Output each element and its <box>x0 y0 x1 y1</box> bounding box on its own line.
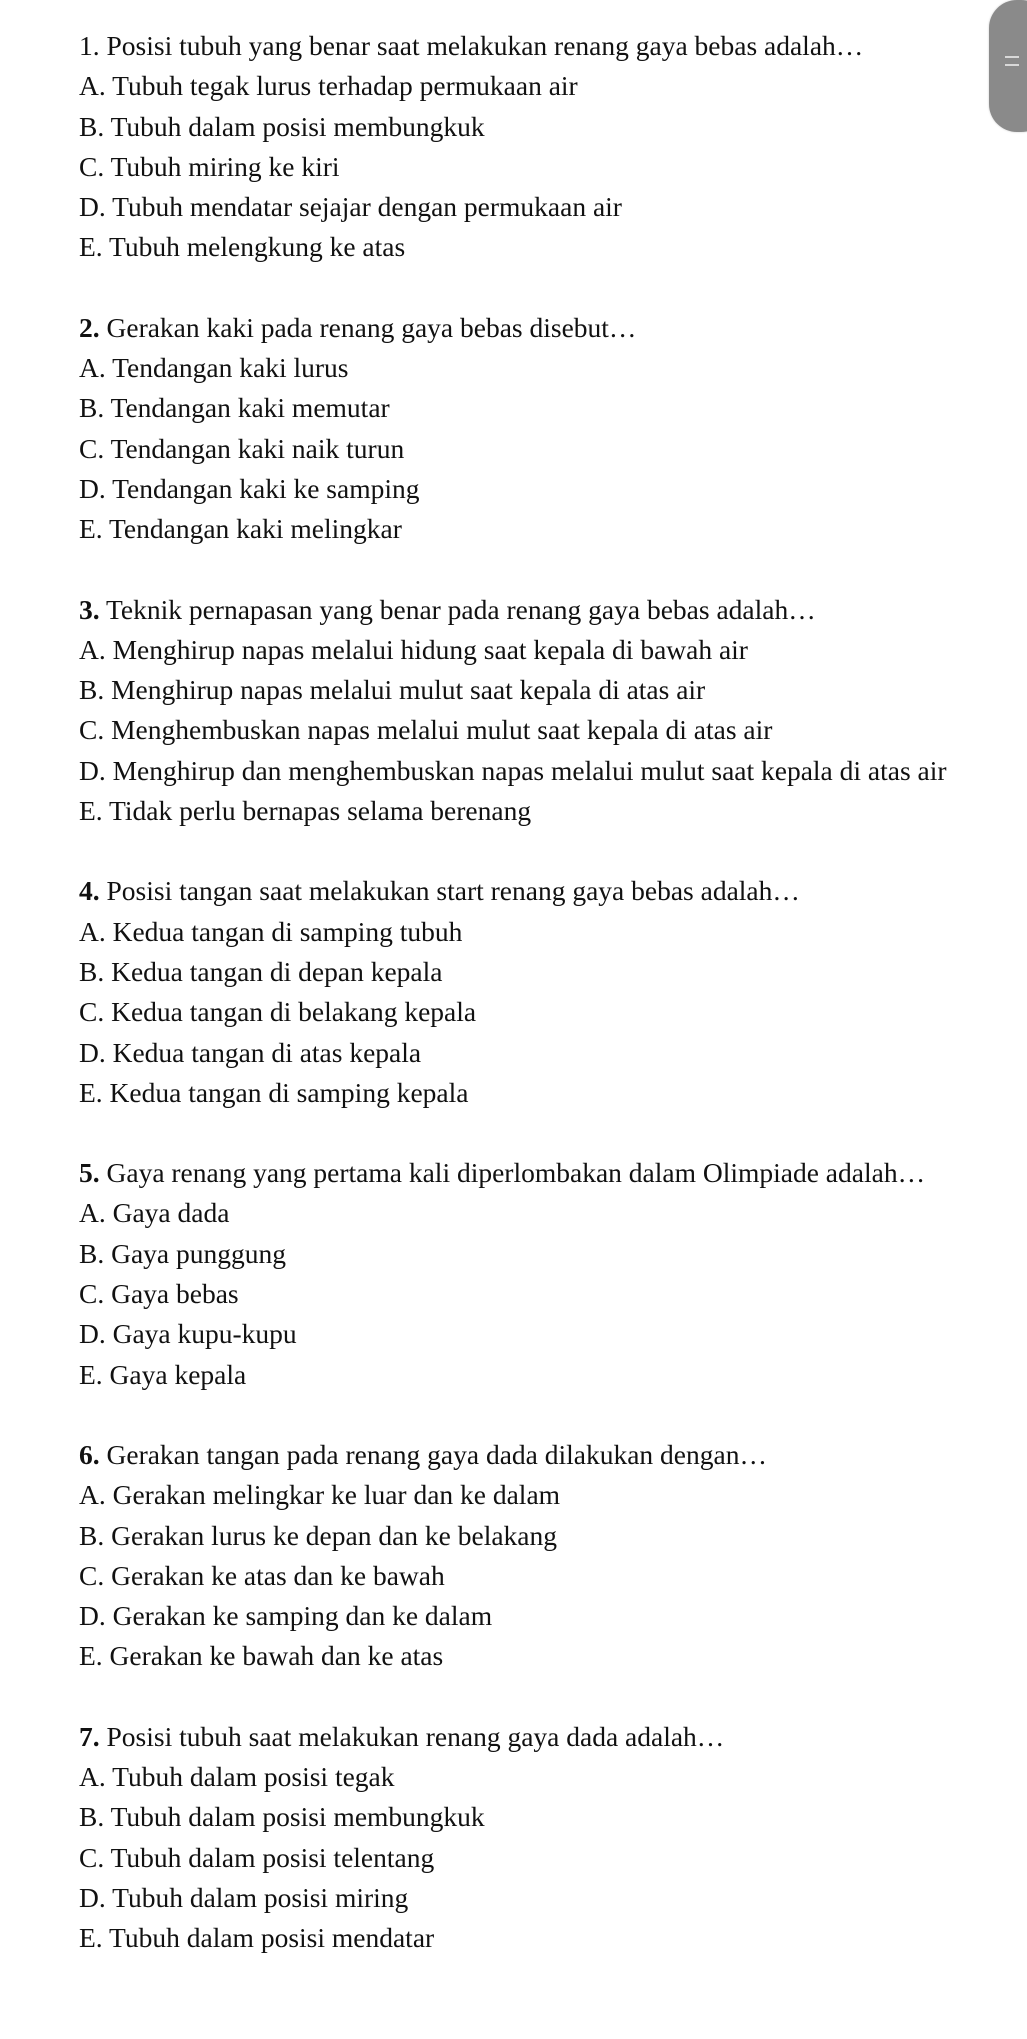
option-b: B. Kedua tangan di depan kepala <box>79 955 443 987</box>
option-b: B. Tubuh dalam posisi membungkuk <box>79 1801 485 1833</box>
option-d: D. Gaya kupu-kupu <box>79 1318 297 1350</box>
question-number: 4. <box>79 875 100 907</box>
question-4 <box>79 871 994 1113</box>
question-5 <box>79 1153 994 1395</box>
option-d: D. Tubuh dalam posisi miring <box>79 1881 409 1913</box>
question-number: 2. <box>79 311 100 343</box>
question-stem: Gerakan kaki pada renang gaya bebas disebut… <box>99 311 637 343</box>
question-stem: Posisi tubuh yang benar saat melakukan renang gaya bebas adalah… <box>99 30 864 61</box>
option-b: B. Gaya punggung <box>79 1237 286 1269</box>
question-6 <box>79 1435 994 1677</box>
question-number: 3. <box>79 593 100 625</box>
option-b: B. Tubuh dalam posisi membungkuk <box>79 110 485 142</box>
option-d: D. Kedua tangan di atas kepala <box>79 1036 422 1068</box>
option-b: B. Gerakan lurus ke depan dan ke belakang <box>79 1519 558 1551</box>
option-c: C. Kedua tangan di belakang kepala <box>79 996 477 1028</box>
grip-line-icon <box>1005 64 1019 66</box>
option-list <box>79 348 994 549</box>
option-b: B. Tendangan kaki memutar <box>79 392 390 424</box>
option-a: A. Tubuh dalam posisi tegak <box>79 1760 395 1792</box>
option-a: A. Gerakan melingkar ke luar dan ke dalam <box>79 1479 561 1511</box>
option-a: A. Tendangan kaki lurus <box>79 352 349 384</box>
question-stem: Gerakan tangan pada renang gaya dada dilakukan dengan… <box>99 1438 767 1470</box>
option-list <box>79 1757 994 1958</box>
option-e: E. Tubuh melengkung ke atas <box>79 231 406 263</box>
option-list <box>79 1475 994 1676</box>
option-d: D. Gerakan ke samping dan ke dalam <box>79 1600 493 1632</box>
option-list <box>79 912 994 1113</box>
option-e: E. Tidak perlu bernapas selama berenang <box>79 795 532 827</box>
option-a: A. Gaya dada <box>79 1197 230 1229</box>
option-c: C. Tendangan kaki naik turun <box>79 432 405 464</box>
question-text <box>79 871 994 911</box>
question-stem: Posisi tangan saat melakukan start renang gaya bebas adalah… <box>99 875 800 907</box>
option-e: E. Gerakan ke bawah dan ke atas <box>79 1640 444 1672</box>
option-a: A. Kedua tangan di samping tubuh <box>79 915 463 947</box>
question-stem: Gaya renang yang pertama kali diperlombakan dalam Olimpiade adalah… <box>99 1157 926 1189</box>
option-e: E. Gaya kepala <box>79 1358 247 1390</box>
option-e: E. Kedua tangan di samping kepala <box>79 1076 469 1108</box>
option-d: D. Tendangan kaki ke samping <box>79 472 420 504</box>
question-number: 5. <box>79 1157 100 1189</box>
option-list <box>79 630 994 831</box>
option-d: D. Tubuh mendatar sejajar dengan permukaan air <box>79 191 622 223</box>
option-c: C. Gaya bebas <box>79 1278 239 1310</box>
option-list <box>79 1193 994 1394</box>
option-c: C. Gerakan ke atas dan ke bawah <box>79 1559 445 1591</box>
option-b: B. Menghirup napas melalui mulut saat kepala di atas air <box>79 674 706 706</box>
question-text <box>79 1435 994 1475</box>
grip-line-icon <box>1005 56 1019 58</box>
question-text <box>79 590 994 630</box>
option-a: A. Menghirup napas melalui hidung saat kepala di bawah air <box>79 633 748 665</box>
question-text <box>79 308 994 348</box>
option-c: C. Tubuh miring ke kiri <box>79 150 340 182</box>
option-d: D. Menghirup dan menghembuskan napas melalui mulut saat kepala di atas air <box>79 754 947 786</box>
question-stem: Posisi tubuh saat melakukan renang gaya dada adalah… <box>99 1720 725 1752</box>
question-number: 7. <box>79 1720 100 1752</box>
scroll-handle[interactable] <box>989 0 1027 132</box>
question-7 <box>79 1717 994 1959</box>
question-number: 6. <box>79 1438 100 1470</box>
option-e: E. Tubuh dalam posisi mendatar <box>79 1922 435 1954</box>
question-text <box>79 26 994 66</box>
option-a: A. Tubuh tegak lurus terhadap permukaan air <box>79 70 578 102</box>
option-c: C. Tubuh dalam posisi telentang <box>79 1841 435 1873</box>
option-c: C. Menghembuskan napas melalui mulut saat kepala di atas air <box>79 714 773 746</box>
option-list <box>79 66 994 267</box>
question-text <box>79 1153 994 1193</box>
question-1 <box>79 26 994 268</box>
quiz-document <box>79 26 994 1998</box>
question-2 <box>79 308 994 550</box>
question-number: 1. <box>79 30 100 61</box>
question-3 <box>79 590 994 832</box>
option-e: E. Tendangan kaki melingkar <box>79 513 402 545</box>
question-stem: Teknik pernapasan yang benar pada renang gaya bebas adalah… <box>99 593 816 625</box>
question-text <box>79 1717 994 1757</box>
